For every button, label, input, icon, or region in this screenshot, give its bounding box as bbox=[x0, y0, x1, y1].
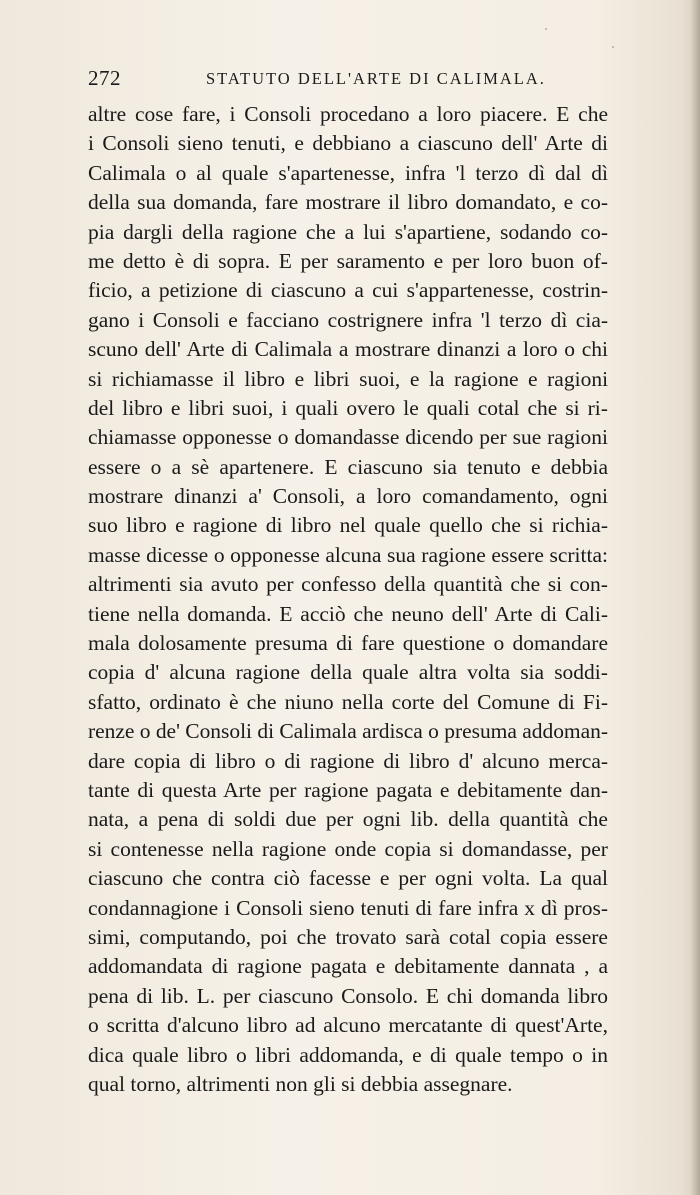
text-line: i Consoli sieno tenuti, e debbiano a ciascuno dell' Arte di bbox=[88, 131, 609, 156]
text-line: Calimala o al quale s'apartenesse, infra 'l terzo dì dal dì bbox=[88, 160, 608, 185]
text-line: tante di questa Arte per ragione pagata e debitamente dan- bbox=[88, 777, 608, 802]
text-line: o scritta d'alcuno libro ad alcuno mercatante di quest'Arte, bbox=[88, 1013, 608, 1038]
text-line: sfatto, ordinato è che niuno nella corte del Comune di Fi- bbox=[88, 689, 608, 714]
text-line: copia d' alcuna ragione della quale altra volta sia soddi- bbox=[88, 660, 608, 685]
text-line: altre cose fare, i Consoli procedano a loro piacere. E che bbox=[88, 102, 609, 126]
text-line: pena di lib. L. per ciascuno Consolo. E chi domanda libro bbox=[88, 983, 608, 1008]
body-text bbox=[88, 100, 700, 1099]
text-line: mostrare dinanzi a' Consoli, a loro comandamento, ogni bbox=[88, 484, 608, 509]
text-line: nata, a pena di soldi due per ogni lib. della quantità che bbox=[88, 807, 608, 832]
text-line: tiene nella domanda. E acciò che neuno dell' Arte di Cali- bbox=[88, 601, 609, 626]
text-line: ficio, a petizione di ciascuno a cui s'appartenesse, costrin- bbox=[88, 278, 609, 303]
text-line: gano i Consoli e facciano costrignere infra 'l terzo dì cia- bbox=[88, 307, 609, 332]
text-line: masse dicesse o opponesse alcuna sua ragione essere scritta: bbox=[88, 542, 608, 567]
text-line: dica quale libro o libri addomanda, e di quale tempo o in bbox=[88, 1042, 608, 1067]
paper-speck bbox=[612, 46, 614, 48]
text-line: addomandata di ragione pagata e debitamente dannata , a bbox=[88, 954, 609, 979]
text-line: mala dolosamente presuma di fare questione o domandare bbox=[88, 631, 608, 656]
text-line: altrimenti sia avuto per confesso della quantità che si con- bbox=[88, 572, 608, 597]
text-line: renze o de' Consoli di Calimala ardisca o presuma addoman- bbox=[88, 719, 608, 744]
paper-speck bbox=[545, 28, 547, 30]
text-line: della sua domanda, fare mostrare il libro domandato, e co- bbox=[88, 190, 608, 215]
text-line: si contenesse nella ragione onde copia si domandasse, per bbox=[88, 836, 608, 861]
page-header bbox=[88, 66, 608, 96]
text-line: condannagione i Consoli sieno tenuti di fare infra x dì pros- bbox=[88, 895, 608, 920]
text-line: suo libro e ragione di libro nel quale quello che si richia- bbox=[88, 513, 609, 538]
text-line: simi, computando, poi che trovato sarà cotal copia essere bbox=[88, 924, 608, 949]
text-line: essere o a sè apartenere. E ciascuno sia tenuto e debbia bbox=[88, 454, 608, 479]
text-line: chiamasse opponesse o domandasse dicendo per sue ragioni bbox=[88, 425, 609, 450]
text-line: me detto è di sopra. E per saramento e per loro buon of- bbox=[88, 248, 608, 273]
text-line: scuno dell' Arte di Calimala a mostrare dinanzi a loro o chi bbox=[88, 337, 608, 362]
text-line: dare copia di libro o di ragione di libro d' alcuno merca- bbox=[88, 748, 609, 773]
page-number: 272 bbox=[88, 66, 121, 90]
text-line: pia dargli della ragione che a lui s'apartiene, sodando co- bbox=[88, 219, 609, 244]
running-head: STATUTO DELL'ARTE DI CALIMALA. bbox=[206, 69, 546, 88]
text-line: ciascuno che contra ciò facesse e per ogni volta. La qual bbox=[88, 866, 609, 891]
text-line: del libro e libri suoi, i quali overo le quali cotal che si ri- bbox=[88, 395, 608, 420]
text-line: si richiamasse il libro e libri suoi, e la ragione e ragioni bbox=[88, 366, 609, 391]
text-line: qual torno, altrimenti non gli si debbia assegnare. bbox=[88, 1071, 513, 1096]
